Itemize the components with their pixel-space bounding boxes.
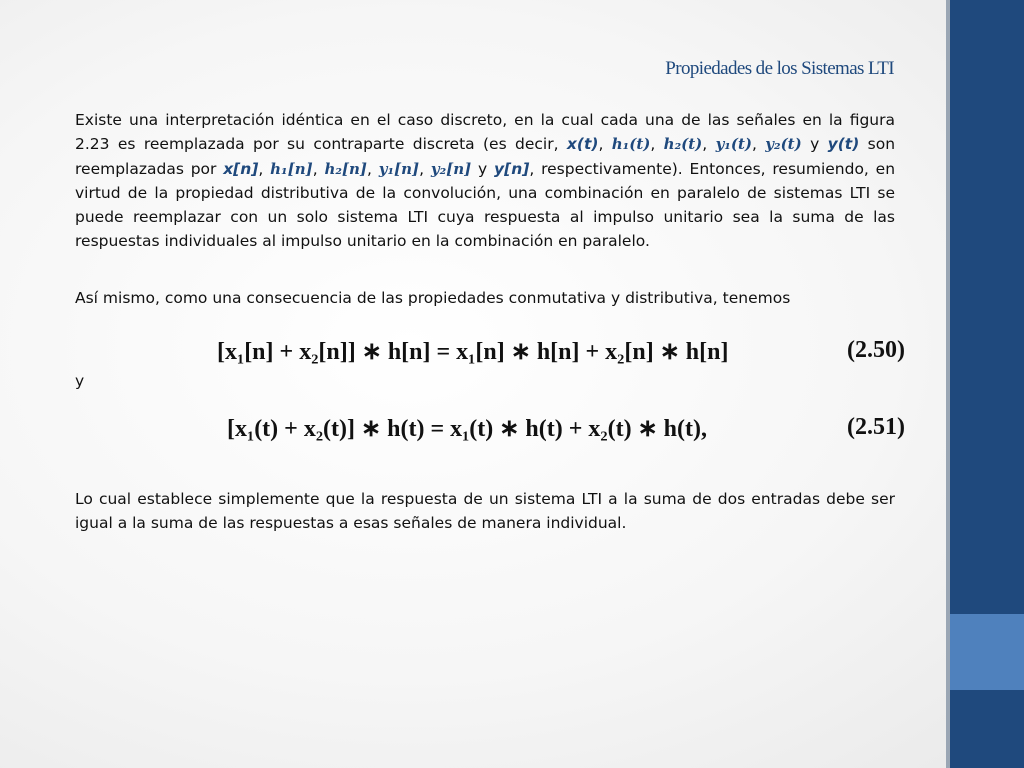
equation-expression: [x₁(t) + x₂(t)] ∗ h(t) = x₁(t) ∗ h(t) + x₂(t) ∗ h(t), (227, 416, 707, 442)
p1-text-1: Existe una interpretación idéntica en el caso discreto, en la cual cada una de las señales en la figura 2.23 es reemplazada por su contraparte discreta (es decir, (75, 111, 895, 154)
sidebar-top-block (950, 0, 1024, 614)
paragraph-conclusion: Lo cual establece simplemente que la respuesta de un sistema LTI a la suma de dos entradas debe ser igual a la suma de las respuestas a esas señales de manera individual. (75, 490, 895, 533)
p1-text-2: son reemplazadas por (75, 135, 896, 178)
paragraph-properties: Así mismo, como una consecuencia de las propiedades conmutativa y distributiva, tenemos (75, 289, 791, 307)
conjunction-label: y (75, 372, 85, 390)
p1-text-3: , respectivamente). Entonces, resumiendo, en virtud de la propiedad distributiva de la convolución, una combinación en paralelo de sistemas LTI se puede reemplazar con un solo sistema LTI cuya respuesta al impulso unitario sea la suma de las respuestas individuales al impulso unitario en la combinación en paralelo. (75, 159, 896, 251)
signal-y1t: y₁(t) (715, 135, 752, 154)
equation-number: (2.50) (847, 337, 905, 363)
p1-sep: y (801, 135, 828, 154)
signal-yn: y[n] (494, 159, 530, 178)
p1-sep: , (258, 159, 271, 178)
signal-h1n: h₁[n] (270, 159, 313, 178)
p1-sep: , (752, 135, 766, 154)
slide-title: Propiedades de los Sistemas LTI (665, 58, 894, 79)
signal-h2t: h₂(t) (663, 135, 703, 154)
equation-number: (2.51) (847, 414, 905, 440)
paragraph-intro (75, 108, 895, 254)
signal-xn: x[n] (223, 159, 259, 178)
equation-2-50 (75, 337, 905, 377)
p1-sep: , (312, 159, 325, 178)
p1-sep: , (598, 135, 612, 154)
p1-sep: , (650, 135, 664, 154)
p1-sep: y (471, 159, 495, 178)
equation-expression: [x₁[n] + x₂[n]] ∗ h[n] = x₁[n] ∗ h[n] + x₂[n] ∗ h[n] (217, 339, 729, 365)
sidebar-bottom-block (950, 690, 1024, 768)
p1-sep: , (367, 159, 379, 178)
signal-h1t: h₁(t) (611, 135, 651, 154)
signal-y2n: y₂[n] (430, 159, 472, 178)
sidebar-middle-block (950, 614, 1024, 690)
equation-2-51 (75, 414, 905, 454)
signal-yt: y(t) (827, 135, 860, 154)
decorative-sidebar (946, 0, 1024, 768)
signal-h2n: h₂[n] (324, 159, 368, 178)
signal-xt: x(t) (566, 135, 599, 154)
signal-y1n: y₁[n] (378, 159, 420, 178)
p1-sep: , (702, 135, 716, 154)
signal-y2t: y₂(t) (765, 135, 802, 154)
p1-sep: , (419, 159, 431, 178)
